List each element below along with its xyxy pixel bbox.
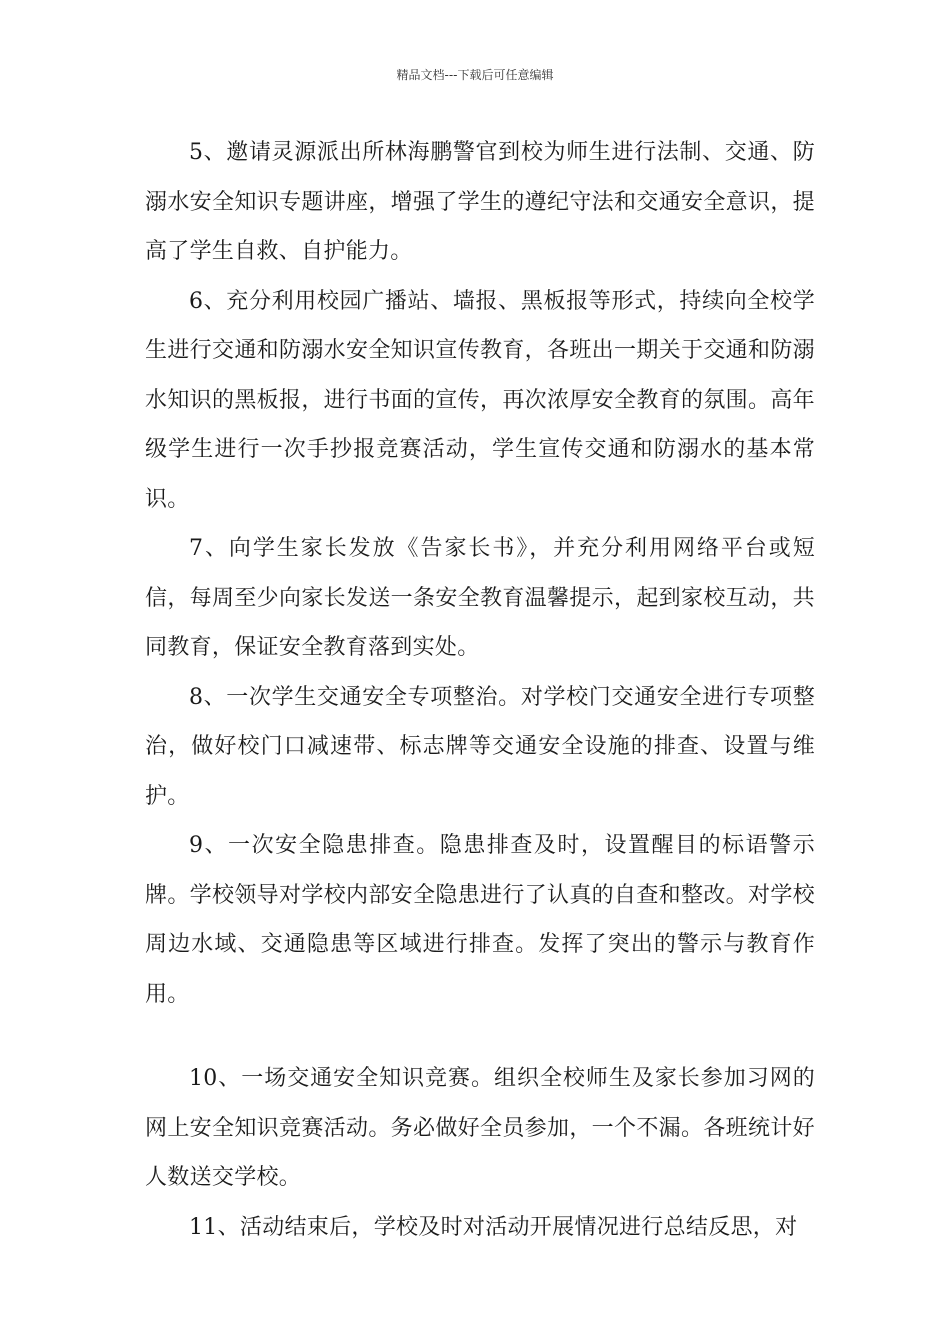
document-body <box>145 128 815 1252</box>
paragraph-5: 5、邀请灵源派出所林海鹏警官到校为师生进行法制、交通、防溺水安全知识专题讲座，增强了学生的遵纪守法和交通安全意识，提高了学生自救、自护能力。 <box>145 140 815 264</box>
paragraph-gap <box>145 1019 815 1054</box>
paragraph-10: 10、一场交通安全知识竞赛。组织全校师生及家长参加习网的网上安全知识竞赛活动。务必做好全员参加，一个不漏。各班统计好人数送交学校。 <box>145 1066 815 1190</box>
paragraph-9: 9、一次安全隐患排查。隐患排查及时，设置醒目的标语警示牌。学校领导对学校内部安全隐患进行了认真的自查和整改。对学校周边水域、交通隐患等区域进行排查。发挥了突出的警示与教育作用。 <box>145 833 815 1007</box>
paragraph-8: 8、一次学生交通安全专项整治。对学校门交通安全进行专项整治，做好校门口减速带、标志牌等交通安全设施的排查、设置与维护。 <box>145 684 815 809</box>
page-header: 精品文档---下载后可任意编辑 <box>396 68 554 82</box>
paragraph-11: 11、活动结束后，学校及时对活动开展情况进行总结反思，对 <box>189 1214 798 1240</box>
paragraph-6: 6、充分利用校园广播站、墙报、黑板报等形式，持续向全校学生进行交通和防溺水安全知识宣传教育，各班出一期关于交通和防溺水知识的黑板报，进行书面的宣传，再次浓厚安全教育的氛围。高年级学生进行一次手抄报竞赛活动，学生宣传交通和防溺水的基本常识。 <box>145 288 815 512</box>
paragraph-7: 7、向学生家长发放《告家长书》，并充分利用网络平台或短信，每周至少向家长发送一条安全教育温馨提示，起到家校互动，共同教育，保证安全教育落到实处。 <box>145 536 815 660</box>
